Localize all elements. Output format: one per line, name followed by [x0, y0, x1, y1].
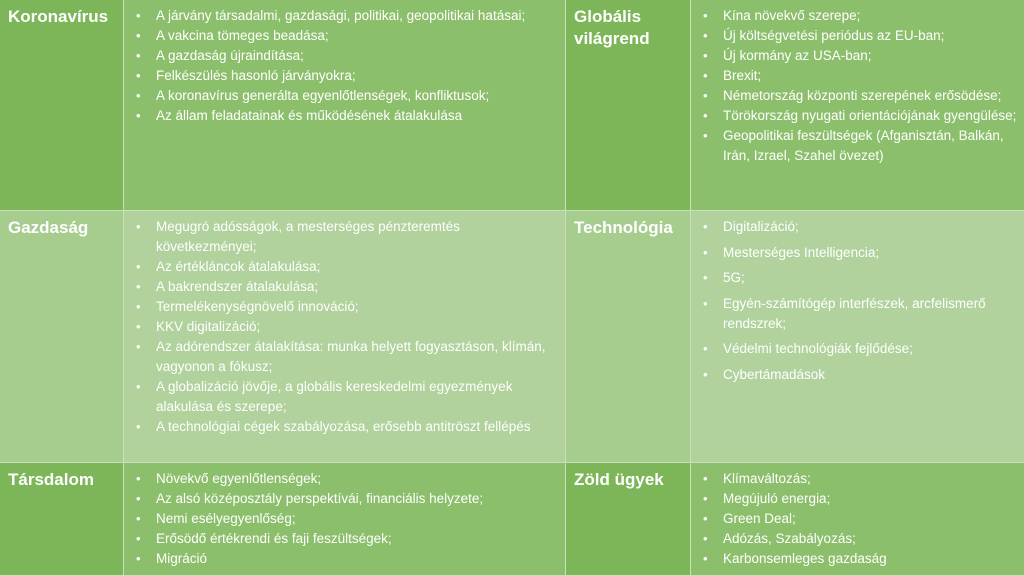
list-item: • Klímaváltozás;	[723, 469, 1018, 489]
topic-title: Zöld ügyek	[574, 470, 664, 489]
list-item: • Növekvő egyenlőtlenségek;	[156, 469, 559, 489]
list-item: • Termelékenységnövelő innováció;	[156, 297, 559, 317]
topic-list-zold-ugyek	[691, 463, 1024, 576]
list-item: • A koronavírus generálta egyenlőtlenségek, konfliktusok;	[156, 86, 559, 106]
list-item: • Cybertámadások	[723, 365, 1018, 385]
list-item: • KKV digitalizáció;	[156, 317, 559, 337]
list-item: • A bakrendszer átalakulása;	[156, 277, 559, 297]
list-item: • Migráció	[156, 549, 559, 569]
topic-list-globalis-vilagrend	[691, 0, 1024, 211]
list-item: • Megugró adósságok, a mesterséges pénzteremtés következményei;	[156, 217, 559, 257]
topic-header-globalis-vilagrend	[566, 0, 691, 211]
list-item: • Erősödő értékrendi és faji feszültségek;	[156, 529, 559, 549]
list-item: • Green Deal;	[723, 509, 1018, 529]
list-item: • Karbonsemleges gazdaság	[723, 549, 1018, 569]
list-item: • Az értékláncok átalakulása;	[156, 257, 559, 277]
topic-list-tarsadalom	[124, 463, 566, 576]
topic-list-gazdasag	[124, 211, 566, 463]
list-item: • Adózás, Szabályozás;	[723, 529, 1018, 549]
list-item: • Az adórendszer átalakítása: munka helyett fogyasztáson, klímán, vagyonon a fókusz;	[156, 337, 559, 377]
list-item: • A gazdaság újraindítása;	[156, 46, 559, 66]
list-item: • A járvány társadalmi, gazdasági, politikai, geopolitikai hatásai;	[156, 6, 559, 26]
list-item: • Az alsó középosztály perspektívái, financiális helyzete;	[156, 489, 559, 509]
list-item: • Németország központi szerepének erősödése;	[723, 86, 1018, 106]
list-item: • Az állam feladatainak és működésének átalakulása	[156, 106, 559, 126]
list-item: • A vakcina tömeges beadása;	[156, 26, 559, 46]
list-item: • Megújuló energia;	[723, 489, 1018, 509]
topic-title: Társdalom	[8, 470, 94, 489]
list-item: • Védelmi technológiák fejlődése;	[723, 339, 1018, 359]
list-item: • 5G;	[723, 268, 1018, 288]
list-item: • Egyén-számítógép interfészek, arcfelismerő rendszrek;	[723, 294, 1018, 334]
list-item: • Felkészülés hasonló járványokra;	[156, 66, 559, 86]
list-item: • A technológiai cégek szabályozása, erősebb antitröszt fellépés	[156, 417, 559, 437]
list-item: • Új kormány az USA-ban;	[723, 46, 1018, 66]
topic-header-technologia	[566, 211, 691, 463]
list-item: • Új költségvetési periódus az EU-ban;	[723, 26, 1018, 46]
topic-header-gazdasag	[0, 211, 124, 463]
topic-title: Technológia	[574, 218, 673, 237]
list-item: • Nemi esélyegyenlőség;	[156, 509, 559, 529]
topic-header-zold-ugyek	[566, 463, 691, 576]
topic-list-koronavirus	[124, 0, 566, 211]
topic-list-technologia	[691, 211, 1024, 463]
topic-title: Globális világrend	[574, 7, 650, 48]
list-item: • A globalizáció jövője, a globális kereskedelmi egyezmények alakulása és szerepe;	[156, 377, 559, 417]
topic-header-koronavirus	[0, 0, 124, 211]
list-item: • Geopolitikai feszültségek (Afganisztán, Balkán, Irán, Izrael, Szahel övezet)	[723, 126, 1018, 166]
list-item: • Mesterséges Intelligencia;	[723, 243, 1018, 263]
topic-title: Gazdaság	[8, 218, 89, 237]
list-item: • Digitalizáció;	[723, 217, 1018, 237]
list-item: • Kína növekvő szerepe;	[723, 6, 1018, 26]
topic-header-tarsadalom	[0, 463, 124, 576]
list-item: • Törökország nyugati orientációjának gyengülése;	[723, 106, 1018, 126]
list-item: • Brexit;	[723, 66, 1018, 86]
topic-title: Koronavírus	[8, 7, 109, 26]
